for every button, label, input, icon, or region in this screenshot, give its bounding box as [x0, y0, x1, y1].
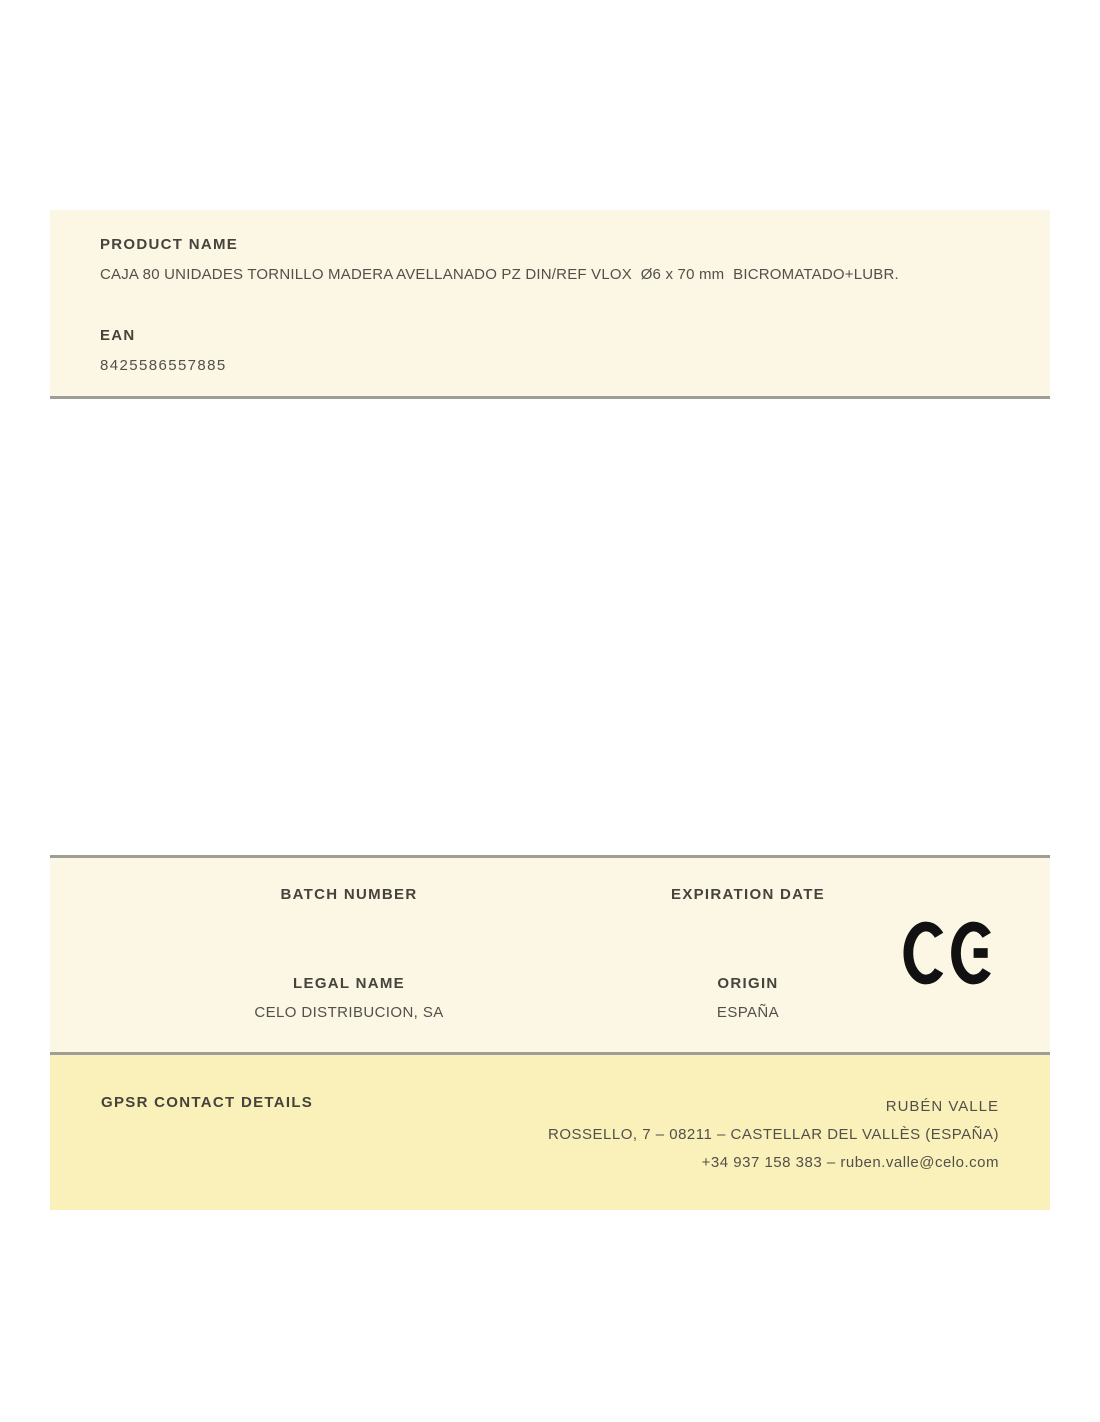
product-info-panel [50, 210, 1050, 399]
batch-number-label: BATCH NUMBER [280, 886, 418, 903]
legal-name-label: LEGAL NAME [293, 975, 405, 992]
gpsr-contact-address: ROSSELLO, 7 – 08211 – CASTELLAR DEL VALLÈS (ESPAÑA) [548, 1126, 999, 1143]
origin-label: ORIGIN [717, 975, 779, 992]
gpsr-contact-phone-email: +34 937 158 383 – ruben.valle@celo.com [701, 1154, 999, 1171]
origin-value: ESPAÑA [716, 1004, 780, 1021]
gpsr-contact-panel [50, 1055, 1050, 1210]
ce-mark-icon [903, 920, 993, 986]
product-name-value: CAJA 80 UNIDADES TORNILLO MADERA AVELLANADO PZ DIN/REF VLOX Ø6 x 70 mm BICROMATADO+LUBR. [100, 266, 899, 283]
legal-name-value: CELO DISTRIBUCION, SA [254, 1004, 444, 1021]
ean-label: EAN [100, 327, 136, 344]
product-name-label: PRODUCT NAME [100, 236, 239, 253]
gpsr-contact-label: GPSR CONTACT DETAILS [101, 1094, 314, 1111]
expiration-date-label: EXPIRATION DATE [671, 886, 825, 903]
gpsr-contact-block [548, 1093, 999, 1177]
gpsr-contact-name: RUBÉN VALLE [885, 1098, 999, 1115]
ean-value: 8425586557885 [100, 357, 227, 374]
batch-legal-panel [50, 855, 1050, 1055]
